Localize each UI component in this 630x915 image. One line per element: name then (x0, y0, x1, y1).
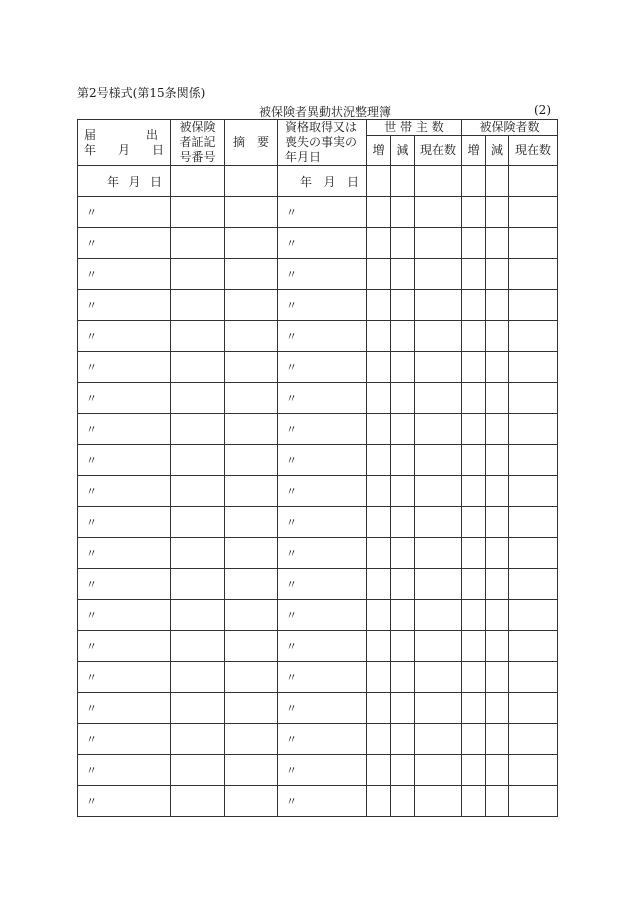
date-day: 日 (149, 174, 162, 189)
table-cell (509, 569, 558, 600)
date-row (78, 166, 558, 197)
table-cell (415, 662, 462, 693)
table-cell (486, 538, 509, 569)
header-setai-current: 現在数 (415, 136, 462, 166)
table-cell (415, 414, 462, 445)
table-row (78, 724, 558, 755)
header-shikaku-line1: 資格取得又は (285, 120, 358, 134)
table-cell (367, 476, 391, 507)
table-row (78, 290, 558, 321)
table-cell (415, 476, 462, 507)
ditto-rows (78, 197, 558, 817)
table-cell (225, 476, 278, 507)
table-cell (486, 166, 509, 197)
table-cell (486, 352, 509, 383)
table-cell (391, 166, 415, 197)
table-cell (225, 569, 278, 600)
ditto-mark: 〃 (78, 476, 171, 507)
table-cell (486, 259, 509, 290)
table-cell (391, 414, 415, 445)
table-cell (367, 290, 391, 321)
table-cell (225, 786, 278, 817)
ditto-mark: 〃 (78, 631, 171, 662)
table-cell (225, 724, 278, 755)
table-row (78, 352, 558, 383)
table-cell (225, 166, 278, 197)
table-cell (367, 693, 391, 724)
table-cell (171, 197, 225, 228)
page-number: (2) (534, 103, 551, 117)
table-cell (415, 383, 462, 414)
table-cell (509, 445, 558, 476)
table-cell (486, 476, 509, 507)
table-cell (391, 600, 415, 631)
table-cell (486, 414, 509, 445)
table-cell (486, 569, 509, 600)
header-hihokensha-increase: 増 (462, 136, 486, 166)
table-cell (509, 476, 558, 507)
table-cell (462, 569, 486, 600)
table-cell (367, 228, 391, 259)
table-cell (391, 724, 415, 755)
table-cell (462, 693, 486, 724)
table-row (78, 414, 558, 445)
table-cell (391, 755, 415, 786)
table-cell (462, 166, 486, 197)
ditto-mark: 〃 (278, 507, 367, 538)
table-row (78, 755, 558, 786)
table-cell (367, 197, 391, 228)
ditto-mark: 〃 (78, 693, 171, 724)
table-cell (391, 476, 415, 507)
table-cell (367, 755, 391, 786)
header-hihokensha-current: 現在数 (509, 136, 558, 166)
ditto-mark: 〃 (278, 352, 367, 383)
header-shikaku-line3: 年月日 (285, 150, 322, 164)
table-cell (462, 476, 486, 507)
table-cell (509, 755, 558, 786)
table-row (78, 383, 558, 414)
table-cell (415, 538, 462, 569)
table-cell (509, 786, 558, 817)
table-cell (391, 228, 415, 259)
ditto-mark: 〃 (78, 538, 171, 569)
table-cell (171, 569, 225, 600)
table-cell (486, 290, 509, 321)
ditto-mark: 〃 (278, 569, 367, 600)
table-cell (225, 507, 278, 538)
table-cell (391, 786, 415, 817)
table-cell (171, 445, 225, 476)
table-row (78, 445, 558, 476)
table-cell (415, 290, 462, 321)
ditto-mark: 〃 (278, 290, 367, 321)
table-cell (509, 631, 558, 662)
table-cell (415, 569, 462, 600)
table-cell (391, 197, 415, 228)
ditto-mark: 〃 (278, 755, 367, 786)
header-todoke-right: 出 (145, 127, 158, 142)
ditto-mark: 〃 (278, 693, 367, 724)
table-row (78, 321, 558, 352)
header-setai-increase: 増 (367, 136, 391, 166)
table-cell (225, 383, 278, 414)
ditto-mark: 〃 (278, 259, 367, 290)
table-row (78, 786, 558, 817)
table-row (78, 507, 558, 538)
table-cell (415, 786, 462, 817)
table-cell (415, 197, 462, 228)
table-cell (509, 724, 558, 755)
ditto-mark: 〃 (78, 321, 171, 352)
table-row (78, 569, 558, 600)
table-cell (509, 600, 558, 631)
table-cell (462, 507, 486, 538)
header-setai-decrease: 減 (391, 136, 415, 166)
ditto-mark: 〃 (278, 631, 367, 662)
ditto-mark: 〃 (78, 786, 171, 817)
table-cell (509, 197, 558, 228)
table-cell (225, 538, 278, 569)
table-cell (415, 693, 462, 724)
table-row (78, 662, 558, 693)
table-cell (415, 724, 462, 755)
table-cell (509, 259, 558, 290)
table-cell (391, 569, 415, 600)
table-cell (171, 259, 225, 290)
table-cell (486, 507, 509, 538)
header-setai: 世 帯 主 数 (367, 120, 462, 136)
table-cell (415, 600, 462, 631)
table-cell (462, 414, 486, 445)
table-cell (367, 383, 391, 414)
table-cell (171, 693, 225, 724)
table-cell (509, 507, 558, 538)
date-month: 月 (128, 174, 141, 189)
table-cell (171, 228, 225, 259)
table-cell (171, 631, 225, 662)
table-cell (171, 755, 225, 786)
ditto-mark: 〃 (278, 786, 367, 817)
table-cell (391, 631, 415, 662)
header-shikaku-line2: 喪失の事実の (285, 135, 358, 149)
ditto-mark: 〃 (78, 197, 171, 228)
table-cell (462, 631, 486, 662)
ditto-mark: 〃 (78, 414, 171, 445)
table-cell (171, 352, 225, 383)
table-cell (391, 383, 415, 414)
ditto-mark: 〃 (78, 228, 171, 259)
ditto-mark: 〃 (78, 352, 171, 383)
table-cell (509, 352, 558, 383)
table-cell (462, 228, 486, 259)
ditto-mark: 〃 (278, 321, 367, 352)
table-cell (171, 321, 225, 352)
table-cell (225, 662, 278, 693)
ditto-mark: 〃 (278, 476, 367, 507)
table-cell (509, 383, 558, 414)
form-label: 第2号様式(第15条関係) (77, 86, 206, 100)
table-cell (391, 662, 415, 693)
table-cell (486, 228, 509, 259)
table-cell (509, 228, 558, 259)
table-cell (171, 476, 225, 507)
table-row (78, 228, 558, 259)
table-cell (367, 600, 391, 631)
table-cell (367, 352, 391, 383)
table-cell (415, 228, 462, 259)
table-row (78, 538, 558, 569)
table-cell (486, 631, 509, 662)
table-cell (225, 352, 278, 383)
table-cell (225, 290, 278, 321)
ditto-mark: 〃 (278, 724, 367, 755)
table-cell (486, 600, 509, 631)
table-row (78, 631, 558, 662)
ditto-mark: 〃 (78, 259, 171, 290)
header-hihoken-no-line2: 者証記 (179, 135, 216, 149)
table-cell (486, 197, 509, 228)
table-cell (462, 445, 486, 476)
header-todoke-year: 年 (84, 142, 97, 157)
table-cell (171, 662, 225, 693)
ditto-mark: 〃 (78, 724, 171, 755)
table-cell (462, 662, 486, 693)
table-cell (462, 538, 486, 569)
ditto-mark: 〃 (78, 383, 171, 414)
table-cell (225, 228, 278, 259)
header-hihokensha: 被保険者数 (462, 120, 558, 136)
table-cell (509, 662, 558, 693)
table-cell (486, 321, 509, 352)
table-cell (391, 693, 415, 724)
table-cell (391, 259, 415, 290)
date-year: 年 (300, 174, 313, 189)
table-cell (367, 321, 391, 352)
table-cell (509, 290, 558, 321)
table-row (78, 693, 558, 724)
header-hihokensha-decrease: 減 (486, 136, 509, 166)
table-cell (225, 259, 278, 290)
table-cell (225, 414, 278, 445)
table-cell (462, 197, 486, 228)
table-cell (415, 166, 462, 197)
page-title: 被保険者異動状況整理簿 (259, 105, 392, 119)
table-cell (486, 383, 509, 414)
date-cell-todoke (78, 166, 171, 197)
table-cell (391, 321, 415, 352)
table-cell (462, 383, 486, 414)
table-cell (171, 166, 225, 197)
table-cell (225, 321, 278, 352)
table-cell (486, 786, 509, 817)
table-cell (462, 352, 486, 383)
table-cell (462, 290, 486, 321)
ditto-mark: 〃 (78, 290, 171, 321)
table-cell (486, 445, 509, 476)
table-cell (509, 693, 558, 724)
table-cell (509, 414, 558, 445)
table-cell (486, 724, 509, 755)
ditto-mark: 〃 (278, 414, 367, 445)
table-cell (486, 662, 509, 693)
ditto-mark: 〃 (278, 538, 367, 569)
ditto-mark: 〃 (78, 755, 171, 786)
header-tekiyo: 摘 要 (225, 120, 278, 166)
ledger-table (77, 119, 558, 817)
table-cell (171, 383, 225, 414)
table-cell (509, 538, 558, 569)
table-cell (486, 693, 509, 724)
table-cell (391, 290, 415, 321)
table-cell (367, 507, 391, 538)
table-cell (462, 724, 486, 755)
table-cell (367, 166, 391, 197)
date-day: 日 (346, 174, 359, 189)
header-shikaku (278, 120, 367, 166)
header-hihoken-no-line1: 被保険 (179, 120, 216, 134)
table-cell (509, 166, 558, 197)
table-cell (391, 445, 415, 476)
table-cell (171, 600, 225, 631)
table-cell (486, 755, 509, 786)
table-cell (462, 755, 486, 786)
table-cell (225, 693, 278, 724)
table-cell (171, 507, 225, 538)
table-cell (225, 631, 278, 662)
table-cell (462, 321, 486, 352)
table-cell (415, 507, 462, 538)
table-cell (225, 755, 278, 786)
table-row (78, 197, 558, 228)
table-cell (509, 321, 558, 352)
table-cell (367, 445, 391, 476)
ditto-mark: 〃 (78, 662, 171, 693)
table-cell (415, 445, 462, 476)
table-row (78, 476, 558, 507)
ditto-mark: 〃 (278, 197, 367, 228)
table-cell (391, 538, 415, 569)
table-cell (367, 259, 391, 290)
date-month: 月 (323, 174, 336, 189)
date-cell-shikaku (278, 166, 367, 197)
table-cell (367, 569, 391, 600)
ditto-mark: 〃 (278, 600, 367, 631)
table-cell (415, 755, 462, 786)
header-todoke-month: 月 (117, 142, 130, 157)
table-cell (391, 507, 415, 538)
header-todoke-left: 届 (84, 127, 97, 142)
table-cell (367, 786, 391, 817)
table-cell (367, 538, 391, 569)
table-cell (171, 538, 225, 569)
table-cell (225, 197, 278, 228)
table-cell (462, 600, 486, 631)
header-todoke-day: 日 (151, 142, 164, 157)
ditto-mark: 〃 (78, 507, 171, 538)
table-cell (171, 724, 225, 755)
table-cell (171, 786, 225, 817)
ditto-mark: 〃 (278, 228, 367, 259)
ditto-mark: 〃 (278, 445, 367, 476)
table-cell (367, 414, 391, 445)
ditto-mark: 〃 (278, 662, 367, 693)
table-cell (225, 600, 278, 631)
table-row (78, 600, 558, 631)
table-row (78, 259, 558, 290)
ditto-mark: 〃 (278, 383, 367, 414)
table-cell (367, 662, 391, 693)
table-cell (415, 259, 462, 290)
ditto-mark: 〃 (78, 569, 171, 600)
table-cell (225, 445, 278, 476)
table-cell (171, 290, 225, 321)
table-cell (367, 631, 391, 662)
table-cell (391, 352, 415, 383)
header-hihoken-no (171, 120, 225, 166)
table-cell (415, 321, 462, 352)
header-hihoken-no-line3: 号番号 (179, 150, 216, 164)
ditto-mark: 〃 (78, 600, 171, 631)
table-cell (462, 786, 486, 817)
ditto-mark: 〃 (78, 445, 171, 476)
table-cell (171, 414, 225, 445)
table-cell (367, 724, 391, 755)
table-cell (415, 631, 462, 662)
date-year: 年 (107, 174, 120, 189)
header-todoke (78, 120, 171, 166)
table-cell (415, 352, 462, 383)
table-cell (462, 259, 486, 290)
